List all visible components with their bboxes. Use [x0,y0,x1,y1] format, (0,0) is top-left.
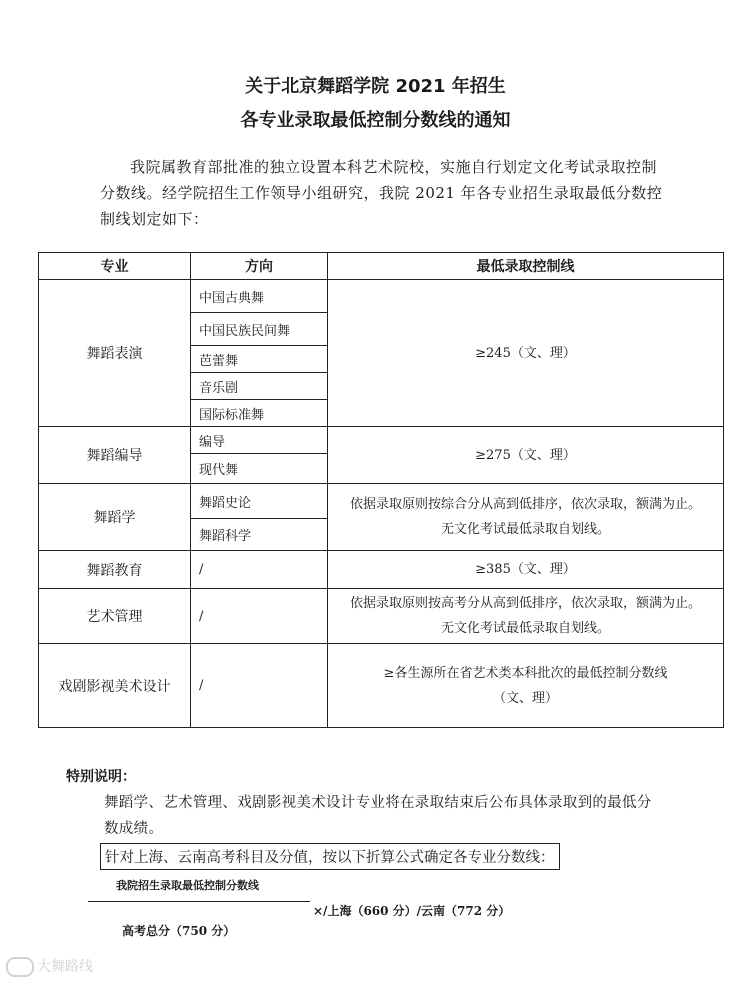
major-cell: 舞蹈教育 [39,551,191,589]
formula-intro-box: 针对上海、云南高考科目及分值，按以下折算公式确定各专业分数线： [100,843,560,870]
header-direction: 方向 [191,253,328,280]
table-row [39,484,724,519]
direction-cell: / [191,589,328,644]
intro-paragraph: 我院属教育部批准的独立设置本科艺术院校，实施自行划定文化考试录取控制分数线。经学院招生工作领导小组研究，我院 2021 年各专业招生录取最低分数控制线划定如下： [100,158,663,228]
formula-fraction-bar [88,901,310,902]
major-cell: 舞蹈学 [39,484,191,551]
formula-numerator: 我院招生录取最低控制分数线 [116,879,259,892]
major-cell: 舞蹈编导 [39,427,191,484]
header-min-score: 最低录取控制线 [328,253,724,280]
direction-cell: 舞蹈科学 [191,519,328,551]
direction-cell: 芭蕾舞 [191,346,328,373]
table-row [39,280,724,313]
major-cell: 艺术管理 [39,589,191,644]
table-row [39,589,724,644]
watermark-text: 大舞路线 [37,959,93,975]
notice-title-line2: 各专业录取最低控制分数线的通知 [240,110,511,131]
direction-cell: 音乐剧 [191,373,328,400]
requirement-cell [328,644,724,728]
notice-title-line1: 关于北京舞蹈学院 2021 年招生 [245,76,506,97]
watermark [6,956,93,977]
direction-cell: 现代舞 [191,454,328,484]
requirement-line: 依据录取原则按综合分从高到低排序，依次录取，额满为止。 [349,497,701,512]
requirement-cell: ≥245（文、理） [328,280,724,427]
requirement-cell [328,589,724,644]
direction-cell: 国际标准舞 [191,400,328,427]
formula-operator: ×/上海（660 分）/云南（772 分） [313,904,511,918]
special-note-title: 特别说明： [66,769,136,785]
requirement-line: 依据录取原则按高考分从高到低排序，依次录取，额满为止。 [349,596,701,611]
requirement-cell [328,484,724,551]
direction-cell: 中国古典舞 [191,280,328,313]
table-row [39,644,724,728]
major-cell: 舞蹈表演 [39,280,191,427]
table-header-row [39,253,724,280]
direction-cell: 舞蹈史论 [191,484,328,519]
requirement-cell: ≥385（文、理） [328,551,724,589]
special-note-text: 舞蹈学、艺术管理、戏剧影视美术设计专业将在录取结束后公布具体录取到的最低分数成绩。 [104,795,652,837]
direction-cell: 编导 [191,427,328,454]
direction-cell: / [191,551,328,589]
formula-denominator: 高考总分（750 分） [122,924,236,938]
table-row [39,427,724,454]
major-cell: 戏剧影视美术设计 [39,644,191,728]
requirement-line: 无文化考试最低录取自划线。 [440,522,610,537]
table-row [39,551,724,589]
requirement-line: （文、理） [492,690,558,706]
requirement-line: 无文化考试最低录取自划线。 [440,621,610,636]
direction-cell: 中国民族民间舞 [191,313,328,346]
requirement-cell: ≥275（文、理） [328,427,724,484]
header-major: 专业 [39,253,191,280]
admission-score-table [38,252,724,728]
watermark-logo-icon [6,957,34,977]
requirement-line: ≥各生源所在省艺术类本科批次的最低控制分数线 [383,665,668,681]
direction-cell: / [191,644,328,728]
